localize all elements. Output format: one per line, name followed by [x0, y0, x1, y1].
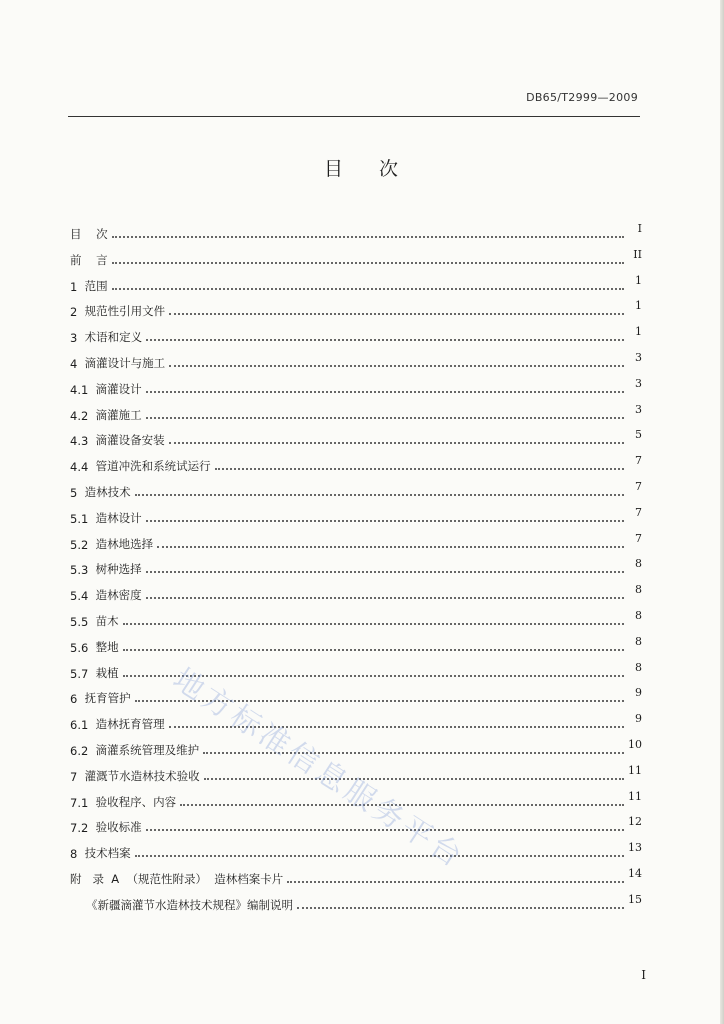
toc-dot-leader [169, 442, 624, 444]
toc-entry-number: 5.1 [70, 511, 89, 526]
toc-entry[interactable] [70, 688, 642, 706]
toc-entry-label: 灌溉节水造林技术验收 [77, 768, 200, 783]
toc-entry-number: 3 [70, 331, 78, 346]
toc-entry-number: 4.3 [70, 434, 89, 449]
toc-dot-leader [112, 288, 624, 290]
toc-entry[interactable] [70, 585, 642, 603]
toc-entry-page: 1 [635, 273, 642, 287]
toc-entry-label: 抚育管护 [77, 691, 131, 706]
toc-dot-leader [135, 855, 624, 857]
toc-dot-leader [287, 881, 624, 883]
toc-entry[interactable] [70, 740, 642, 758]
toc-dot-leader [215, 468, 624, 470]
toc-dot-leader [146, 339, 624, 341]
toc-entry-number: 5.2 [70, 537, 89, 552]
toc-entry-number: 5.7 [70, 666, 89, 681]
toc-entry[interactable] [70, 376, 642, 397]
toc-entry-page: 8 [635, 557, 642, 571]
toc-entry[interactable] [70, 327, 642, 345]
toc-entry-page: 9 [635, 686, 642, 700]
toc-entry[interactable] [70, 273, 642, 294]
toc-title-right: 次 [379, 158, 401, 180]
toc-entry-number: 6.2 [70, 744, 89, 758]
toc-entry[interactable] [70, 301, 642, 319]
toc-dot-leader [112, 236, 624, 238]
toc-entry-page: 12 [628, 815, 642, 829]
toc-entry[interactable] [70, 843, 642, 861]
toc-entry-label: 造林地选择 [88, 536, 154, 551]
toc-entry-page: 3 [635, 376, 642, 390]
toc-entry[interactable] [70, 456, 642, 474]
toc-dot-leader [135, 494, 624, 496]
toc-entry-page: 5 [635, 428, 642, 442]
toc-entry[interactable] [70, 482, 642, 500]
toc-dot-leader [204, 778, 624, 780]
toc-dot-leader [146, 417, 624, 419]
standard-code: DB65/T2999—2009 [526, 91, 638, 104]
toc-entry-label: 滴灌设计 [88, 381, 142, 396]
toc-entry-number: 4.1 [70, 382, 89, 397]
toc-entry-label: 树种选择 [88, 562, 142, 577]
toc-entry[interactable] [70, 559, 642, 577]
toc-entry-number: 4.2 [70, 408, 89, 423]
toc-entry-page: 3 [635, 351, 642, 364]
toc-entry-page: II [633, 247, 642, 261]
toc-entry-page: 1 [635, 325, 642, 339]
toc-entry-label: 滴灌设备安装 [88, 433, 165, 448]
toc-entry-number: 4 [70, 357, 78, 371]
scan-edge [720, 0, 724, 1024]
toc-entry-label: 造林技术 [77, 485, 131, 499]
toc-entry[interactable] [70, 402, 642, 423]
toc-entry-number: 4.4 [70, 460, 89, 475]
toc-entry-page: 10 [628, 738, 642, 751]
toc-entry-label: 次 [81, 227, 108, 241]
toc-entry[interactable] [70, 224, 642, 242]
toc-entry-label: 规范性引用文件 [77, 304, 166, 319]
toc-entry-page: 7 [635, 454, 642, 468]
toc-entry-number: 前 [70, 252, 82, 267]
toc-dot-leader [123, 623, 624, 625]
toc-entry-number: 7.1 [70, 795, 89, 810]
toc-entry-page: 14 [628, 867, 642, 880]
toc-entry-label: 验收程序、内容 [88, 794, 177, 809]
toc-entry-number: 6.1 [70, 718, 89, 733]
toc-entry-page: 15 [628, 892, 642, 906]
toc-entry-number: 5.4 [70, 589, 89, 604]
toc-entry-label: 造林抚育管理 [88, 717, 165, 732]
toc-entry-page: 1 [635, 299, 642, 313]
toc-entry-label: 术语和定义 [77, 330, 143, 345]
toc-entry-label: 滴灌施工 [88, 407, 142, 422]
toc-entry-label: 技术档案 [77, 846, 131, 861]
toc-entry-page: 7 [635, 531, 642, 545]
toc-entry-page: 11 [628, 789, 642, 803]
toc-entry-label: 苗木 [88, 614, 119, 628]
toc-entry-page: 8 [635, 609, 642, 622]
toc-entry[interactable] [86, 892, 642, 913]
toc-entry-label: 验收标准 [88, 820, 142, 835]
toc-entry-page: 8 [635, 634, 642, 648]
toc-entry-page: 7 [635, 480, 642, 493]
toc-entry-label: 管道冲洗和系统试运行 [88, 459, 211, 474]
toc-title-left: 目 [323, 158, 345, 180]
toc-entry-page: 3 [635, 402, 642, 416]
toc-entry-number: 7.2 [70, 821, 89, 836]
toc-entry-number: 6 [70, 692, 78, 707]
toc-entry[interactable] [70, 531, 642, 552]
toc-entry-number: 1 [70, 279, 78, 294]
toc-dot-leader [146, 520, 624, 522]
toc-entry-number: 5.5 [70, 615, 89, 629]
toc-entry[interactable] [70, 660, 642, 681]
toc-dot-leader [297, 907, 624, 909]
toc-entry-label: 滴灌系统管理及维护 [88, 743, 200, 757]
toc-entry[interactable] [70, 634, 642, 655]
watermark: 地方标准信息服务平台 [166, 661, 471, 877]
toc-entry-number: 2 [70, 305, 78, 320]
toc-entry-page: 7 [635, 505, 642, 519]
toc-entry-number: 目 [70, 227, 82, 241]
toc-entry[interactable] [70, 247, 642, 268]
toc-entry-page: 11 [628, 763, 642, 777]
toc-entry[interactable] [70, 817, 642, 835]
toc-entry-label: 《新疆滴灌节水造林技术规程》编制说明 [86, 897, 293, 912]
toc-dot-leader [146, 571, 624, 573]
toc-entry-number: 5 [70, 486, 78, 500]
toc-entry[interactable] [70, 505, 642, 526]
toc-entry-label: 范围 [77, 278, 108, 293]
toc-entry-number: 5.6 [70, 640, 89, 655]
toc-entry[interactable] [70, 430, 642, 448]
toc-dot-leader [112, 262, 624, 264]
toc-entry[interactable] [70, 353, 642, 371]
toc-entry-label: 录 A （规范性附录） 造林档案卡片 [81, 872, 284, 886]
toc-entry-page: 13 [628, 841, 642, 855]
toc-dot-leader [157, 546, 624, 548]
toc-entry[interactable] [70, 869, 642, 887]
toc-entry-label: 造林密度 [88, 588, 142, 603]
toc-entry-label: 栽植 [88, 665, 119, 680]
toc-entry-page: 9 [635, 712, 642, 726]
toc-dot-leader [169, 365, 624, 367]
toc-dot-leader [146, 391, 624, 393]
toc-entry-number: 7 [70, 769, 78, 784]
toc-entry[interactable] [70, 714, 642, 732]
toc-entry-label: 言 [81, 252, 108, 267]
toc-entry-number: 5.3 [70, 563, 89, 578]
toc-entry[interactable] [70, 611, 642, 629]
footer-page-number: I [641, 968, 646, 982]
toc-entry-page: 8 [635, 583, 642, 597]
toc-dot-leader [146, 597, 624, 599]
toc-entry-label: 整地 [88, 639, 119, 654]
toc-dot-leader [169, 313, 624, 315]
toc-entry-number: 附 [70, 872, 82, 886]
toc-entry-page: 8 [635, 660, 642, 674]
toc-entry-label: 造林设计 [88, 510, 142, 525]
toc-dot-leader [123, 649, 624, 651]
toc-entry-number: 8 [70, 847, 78, 862]
toc-entry-label: 滴灌设计与施工 [77, 356, 166, 370]
toc-entry-page: I [637, 222, 642, 235]
